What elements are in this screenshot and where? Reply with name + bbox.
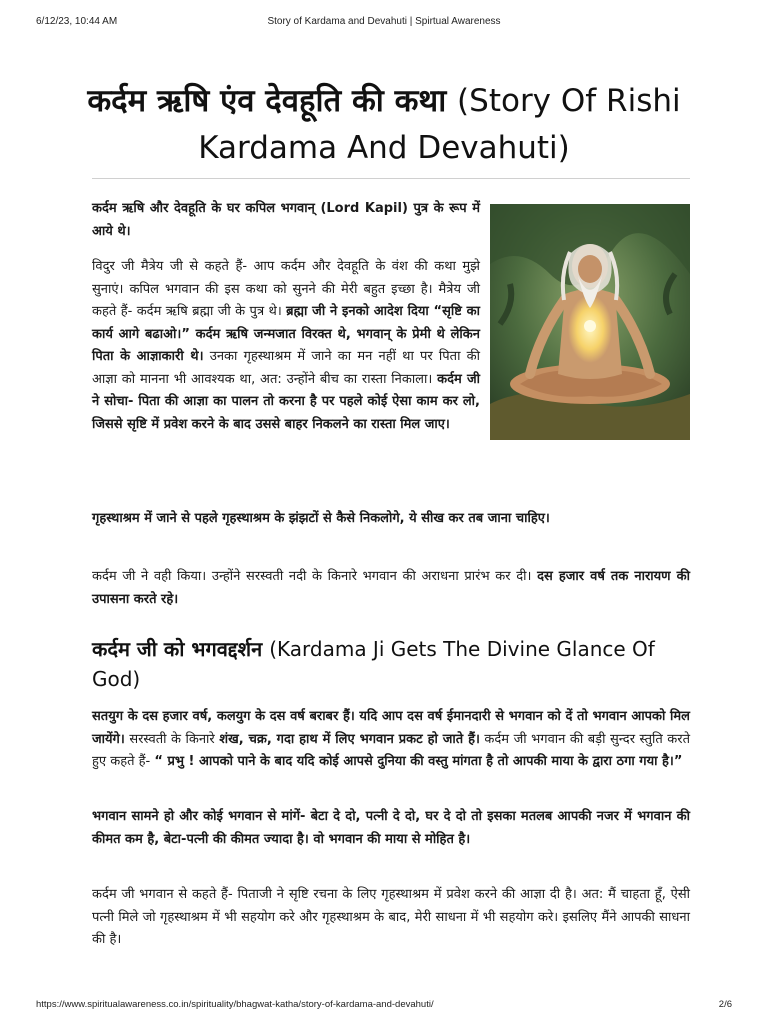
para3-bold: दस हजार वर्ष तक नारायण की उपासना करते रहे। xyxy=(92,569,690,607)
article-title xyxy=(70,78,698,172)
title-divider xyxy=(92,178,690,179)
print-page-title: Story of Kardama and Devahuti | Spirtual Awareness xyxy=(267,16,501,27)
article-title-hindi: कर्दम ऋषि एंव देवहूति की कथा xyxy=(87,83,447,119)
article-title-english: (Story Of Rishi Kardama And Devahuti) xyxy=(198,83,681,166)
paragraph-4 xyxy=(92,706,690,774)
para4-bold-b: शंख, चक्र, गदा हाथ में लिए भगवान प्रकट हो जाते हैं। xyxy=(219,731,480,747)
section-heading xyxy=(92,634,690,694)
paragraph-2 xyxy=(92,508,690,531)
meditating-sage-image xyxy=(490,204,690,440)
print-url: https://www.spiritualawareness.co.in/spirituality/bhagwat-katha/story-of-kardama-and-devahuti/ xyxy=(36,999,434,1010)
para2-text: गृहस्थाश्रम में जाने से पहले गृहस्थाश्रम के झंझटों से कैसे निकलोगे, ये सीख कर तब जाना चाहिए। xyxy=(92,511,550,526)
sage-illustration xyxy=(490,204,690,440)
print-datetime: 6/12/23, 10:44 AM xyxy=(36,16,118,27)
intro-paragraph xyxy=(92,198,480,243)
para1-text-a: विदुर जी मैत्रेय जी से कहते हैं- आप कर्दम और देवहूति के वंश की कथा मुझे सुनाएं। कपिल भगवान की इस कथा को सुनने की मेरी बहुत इच्छा है। मैत्रेय जी कहते हैं- कर्दम ऋषि ब्रह्मा जी के पुत्र थे। xyxy=(92,259,480,319)
para1-bold-a: ब्रह्मा जी ने इनको आदेश दिया “सृष्टि का कार्य आगे बढाओ।” कर्दम ऋषि जन्मजात विरक्त थे, भगवान् के प्रेमी थे लेकिन पिता के आज्ञाकारी थे। xyxy=(92,304,480,364)
paragraph-6 xyxy=(92,884,690,952)
para1-text-b: उनका गृहस्थाश्रम में जाने का मन नहीं था पर पिता की आज्ञा को मानना भी आवश्यक था, अत: उन्होंने बीच का रास्ता निकाला। xyxy=(92,349,480,387)
print-page-number: 2/6 xyxy=(718,999,732,1010)
section-heading-hindi: कर्दम जी को भगवद्दर्शन xyxy=(92,637,263,661)
para4-text-b: कर्दम जी भगवान की बड़ी सुन्दर स्तुति करते हुए कहते हैं- xyxy=(92,731,690,769)
section-heading-english: (Kardama Ji Gets The Divine Glance Of God) xyxy=(92,637,655,691)
paragraph-1 xyxy=(92,256,480,436)
print-footer xyxy=(36,999,732,1010)
para5-text: भगवान सामने हो और कोई भगवान से मांगें- बेटा दे दो, पत्नी दे दो, घर दे दो तो इसका मतलब आपकी नजर में भगवान की कीमत कम है, बेटा-पत्नी की कीमत ज्यादा है। वो भगवान की माया से मोहित है। xyxy=(92,809,690,847)
paragraph-5 xyxy=(92,806,690,851)
paragraph-3 xyxy=(92,566,690,611)
para3-text: कर्दम जी ने वही किया। उन्होंने सरस्वती नदी के किनारे भगवान की अराधना प्रारंभ कर दी। xyxy=(92,569,532,584)
para1-bold-b: कर्दम जी ने सोचा- पिता की आज्ञा का पालन तो करना है पर पहले कोई ऐसा काम कर लो, जिससे सृष्टि में प्रवेश करने के बाद उससे बाहर निकलने का रास्ता मिल जाए। xyxy=(92,371,481,432)
para4-bold-c: “ प्रभु ! आपको पाने के बाद यदि कोई आपसे दुनिया की वस्तु मांगता है तो आपकी माया के द्वारा ठगा गया है।” xyxy=(154,754,683,769)
para4-text-a: सरस्वती के किनारे xyxy=(129,731,215,747)
intro-text: कर्दम ऋषि और देवहूति के घर कपिल भगवान् (Lord Kapil) पुत्र के रूप में आये थे। xyxy=(92,201,480,239)
para6-text: कर्दम जी भगवान से कहते हैं- पिताजी ने सृष्टि रचना के लिए गृहस्थाश्रम में प्रवेश करने की आज्ञा दी है। अत: मैं चाहता हूँ, ऐसी पत्नी मिले जो गृहस्थाश्रम में भी सहयोग करे और गृहस्थाश्रम के बाद, मेरी साधना में भी सहयोग करे। इसलिए मैंने आपकी साधना की है। xyxy=(92,887,690,947)
para4-bold-a: सतयुग के दस हजार वर्ष, कलयुग के दस वर्ष बराबर हैं। यदि आप दस वर्ष ईमानदारी से भगवान को दें तो भगवान आपको मिल जायेंगे। xyxy=(92,709,690,747)
